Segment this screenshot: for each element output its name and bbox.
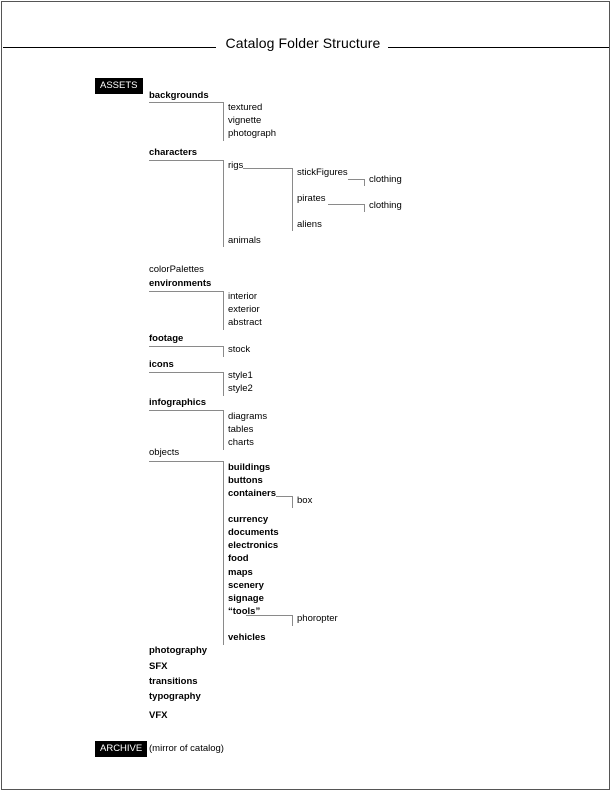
folder-pirates-clothing[interactable]: clothing [369,200,402,211]
folder-infographics[interactable]: infographics [149,397,207,408]
folder-environments[interactable]: environments [149,278,212,289]
folder-rigs[interactable]: rigs [228,160,244,171]
folder-textured[interactable]: textured [228,102,263,113]
folder-diagrams[interactable]: diagrams [228,411,268,422]
folder-vehicles[interactable]: vehicles [228,632,266,643]
folder-stock[interactable]: stock [228,344,251,355]
folder-sfx[interactable]: SFX [149,661,168,672]
folder-footage[interactable]: footage [149,333,184,344]
folder-buttons[interactable]: buttons [228,475,263,486]
folder-charts[interactable]: charts [228,437,254,448]
folder-icons[interactable]: icons [149,359,174,370]
folder-interior[interactable]: interior [228,291,258,302]
folder-objects[interactable]: objects [149,447,180,458]
folder-stickfigures[interactable]: stickFigures [297,167,348,178]
folder-tables[interactable]: tables [228,424,254,435]
folder-stickfigures-clothing[interactable]: clothing [369,174,402,185]
folder-signage[interactable]: signage [228,593,264,604]
folder-style2[interactable]: style2 [228,383,253,394]
folder-currency[interactable]: currency [228,514,269,525]
folder-maps[interactable]: maps [228,567,253,578]
folder-pirates[interactable]: pirates [297,193,326,204]
assets-badge: ASSETS [95,78,143,94]
folder-documents[interactable]: documents [228,527,279,538]
folder-vfx[interactable]: VFX [149,710,168,721]
folder-photograph[interactable]: photograph [228,128,277,139]
folder-scenery[interactable]: scenery [228,580,264,591]
folder-vignette[interactable]: vignette [228,115,262,126]
folder-photography[interactable]: photography [149,645,208,656]
folder-colorpalettes[interactable]: colorPalettes [149,264,204,275]
folder-phoropter[interactable]: phoropter [297,613,338,624]
folder-abstract[interactable]: abstract [228,317,262,328]
folder-tools[interactable]: “tools” [228,606,261,617]
folder-backgrounds[interactable]: backgrounds [149,90,209,101]
folder-electronics[interactable]: electronics [228,540,279,551]
page-title: Catalog Folder Structure [225,35,381,51]
folder-aliens[interactable]: aliens [297,219,322,230]
folder-buildings[interactable]: buildings [228,462,271,473]
folder-typography[interactable]: typography [149,691,201,702]
archive-badge: ARCHIVE [95,741,147,757]
archive-note: (mirror of catalog) [149,743,224,754]
folder-characters[interactable]: characters [149,147,198,158]
folder-food[interactable]: food [228,553,249,564]
folder-style1[interactable]: style1 [228,370,253,381]
folder-box[interactable]: box [297,495,313,506]
folder-transitions[interactable]: transitions [149,676,198,687]
folder-animals[interactable]: animals [228,235,261,246]
folder-containers[interactable]: containers [228,488,277,499]
folder-exterior[interactable]: exterior [228,304,260,315]
